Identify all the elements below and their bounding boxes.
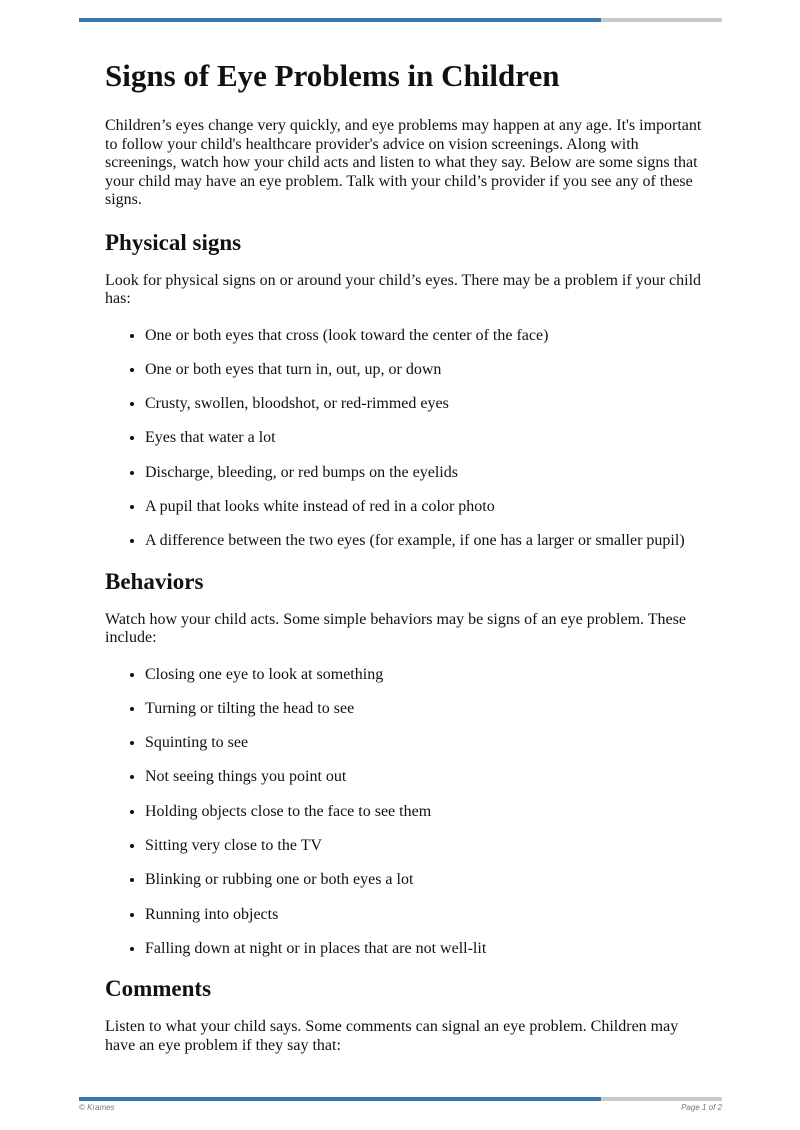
list-item: • Blinking or rubbing one or both eyes a lot	[145, 871, 705, 890]
list-item: • Running into objects	[145, 906, 705, 925]
intro-paragraph: Children’s eyes change very quickly, and eye problems may happen at any age. It's important to follow your child's healthcare provider's advice on vision screenings. Along with screenings, watch how your child acts and listen to what they say. Below are some signs that your child may have an eye problem. Talk with your child’s provider if you see any of these signs.	[105, 117, 702, 208]
list-item: • A pupil that looks white instead of red in a color photo	[145, 498, 705, 517]
behaviors-intro: Watch how your child acts. Some simple behaviors may be signs of an eye problem. These include:	[105, 610, 686, 647]
header-rule-accent	[79, 18, 601, 22]
physical-signs-heading: Physical signs	[105, 229, 242, 255]
footer-rule	[79, 1097, 722, 1101]
list-item: • A difference between the two eyes (for example, if one has a larger or smaller pupil)	[145, 532, 705, 551]
physical-signs-list	[105, 327, 705, 551]
list-item: • One or both eyes that cross (look toward the center of the face)	[145, 327, 705, 346]
document-body	[105, 56, 705, 1073]
list-item: • Turning or tilting the head to see	[145, 700, 705, 719]
list-item: • Holding objects close to the face to see them	[145, 803, 705, 822]
list-item: • Crusty, swollen, bloodshot, or red-rimmed eyes	[145, 395, 705, 414]
list-item: • Not seeing things you point out	[145, 768, 705, 787]
list-item: • Closing one eye to look at something	[145, 666, 705, 685]
list-item: • Discharge, bleeding, or red bumps on the eyelids	[145, 464, 705, 483]
comments-heading: Comments	[105, 976, 212, 1002]
page-title: Signs of Eye Problems in Children	[105, 58, 560, 93]
footer-rule-accent	[79, 1097, 601, 1101]
behaviors-heading: Behaviors	[105, 568, 204, 594]
comments-intro: Listen to what your child says. Some comments can signal an eye problem. Children may have an eye problem if they say that:	[105, 1018, 679, 1054]
physical-signs-intro: Look for physical signs on or around your child’s eyes. There may be a problem if your child has:	[105, 271, 702, 307]
list-item: • Sitting very close to the TV	[145, 837, 705, 856]
page-number: Page 1 of 2	[681, 1103, 722, 1112]
list-item: • Falling down at night or in places that are not well-lit	[145, 940, 705, 959]
list-item: • Squinting to see	[145, 734, 705, 753]
list-item: • Eyes that water a lot	[145, 429, 705, 448]
copyright-notice: © Krames	[79, 1103, 115, 1112]
behaviors-list	[105, 666, 705, 959]
list-item: • One or both eyes that turn in, out, up, or down	[145, 361, 705, 380]
header-rule	[79, 18, 722, 22]
